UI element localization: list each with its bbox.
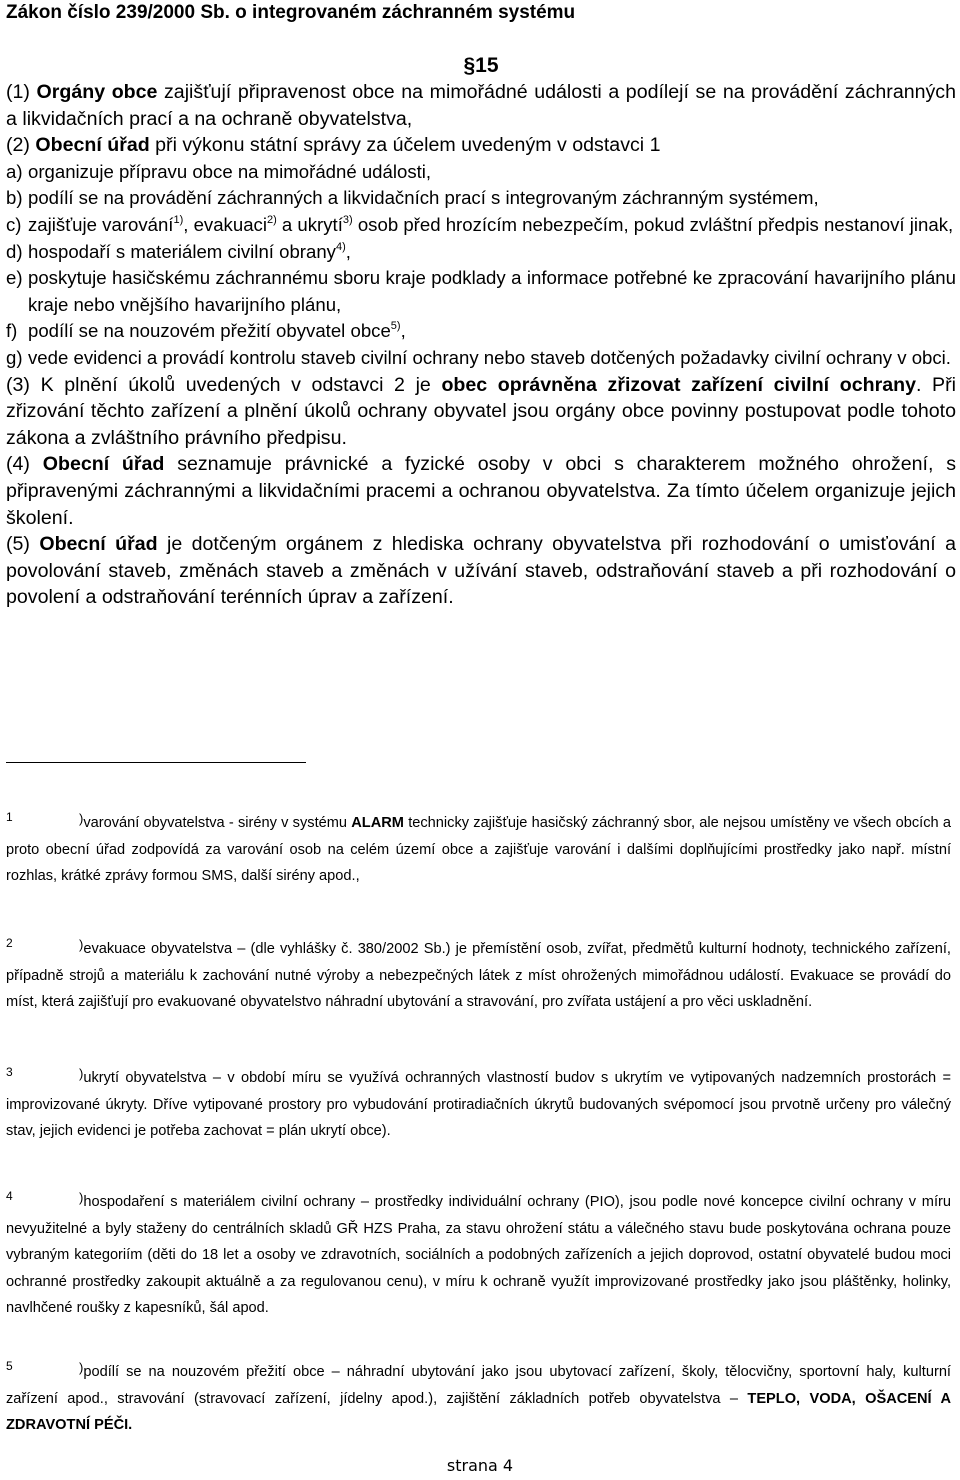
footnote-2: 2 )evakuace obyvatelstva – (dle vyhlášky č. 380/2002 Sb.) je přemístění osob, zvířat, předmětů kulturní hodnoty, technického zařízení, případně strojů a materiálu k zachování nutné výroby a nebezpečných látek z míst ohrožených mimořádnou událostí. Evakuace se provádí do míst, která zajišťují pro evakuované obyvatelstvo náhradní ubytování a stravování, pro zvířata ustájení a pro věci uskladnění. [6,936,951,1011]
list-item-e: e) poskytuje hasičskému záchrannému sboru kraje podklady a informace potřebné ke zpracování havarijního plánu kraje nebo vnějšího havarijního plánu, [6,267,956,315]
list-item-b: b) podílí se na provádění záchranných a likvidačních prací s integrovaným záchranným systémem, [6,187,819,209]
paragraph-3: (3) K plnění úkolů uvedených v odstavci 2 je obec oprávněna zřizovat zařízení civilní ochrany. Při zřizování těchto zařízení a plnění úkolů ochrany obyvatel jsou orgány obce povinny postupovat podle tohoto zákona a zvláštního právního předpisu. [6,373,956,449]
list-item-c: c) zajišťuje varování$^{1)}$, evakuaci$^{2)}$ a ukrytí$^{3)}$ osob před hrozícím nebezpečím, pokud zvláštní předpis nestanoví jinak, [6,213,954,235]
paragraph-5: (5) Obecní úřad je dotčeným orgánem z hlediska ochrany obyvatelstva při rozhodování o umisťování a povolování staveb, změnách staveb a změnách v užívání staveb, odstraňování staveb a při rozhodování o povolení a odstraňování terénních úprav a zařízení. [6,533,956,609]
footnote-ref-4: 4) [335,240,346,253]
page-number: strana 4 [446,1456,514,1475]
list-item-g: g) vede evidenci a provádí kontrolu staveb civilní ochrany nebo staveb dotčených požadavky civilní ochrany v obci. [6,346,951,368]
law-text [6,79,956,611]
paragraph-4-subject: Obecní úřad [42,453,165,476]
paragraph-2: (2) Obecní úřad při výkonu státní správy za účelem uvedeným v odstavci 1 [6,134,661,157]
footnote-ref-5: 5) [390,320,401,333]
paragraph-5-subject: Obecní úřad [39,533,158,556]
footnote-5: 5 )podílí se na nouzovém přežití obce – náhradní ubytování jako jsou ubytovací zařízení, školy, tělocvičny, sportovní haly, kulturní zařízení apod., stravování (stravovací zařízení, jídelny apod.), zajištění základních potřeb obyvatelstva – TEPLO, VODA, OŠACENÍ A ZDRAVOTNÍ PÉČI. [6,1359,951,1434]
paragraph-1: (1) Orgány obce zajišťují připravenost obce na mimořádné události a podílejí se na provádění záchranných a likvidačních prací a na ochraně obyvatelstva, [6,81,957,130]
footnote-ref-1: 1) [173,213,184,226]
footnote-ref-2: 2) [266,213,277,226]
footnote-1: 1 )varování obyvatelstva - sirény v systému ALARM technicky zajišťuje hasičský záchranný sbor, ale nejsou umístěny ve všech obcích a proto obecní úřad zodpovídá za varování osob na celém území obce a zajišťuje varování i dalšími doplňujícími prostředky jako např. místní rozhlas, krátké zprávy formou SMS, další sirény apod., [6,810,952,885]
list-item-d: d) hospodaří s materiálem civilní obrany$^{4)}$, [6,240,351,262]
list-item-a: a) organizuje přípravu obce na mimořádné události, [6,160,432,182]
paragraph-3-emphasis: obec oprávněna zřizovat zařízení civilní ochrany [441,373,916,396]
document-title: Zákon číslo 239/2000 Sb. o integrovaném záchranném systému [6,2,576,23]
paragraph-1-subject: Orgány obce [36,81,158,103]
paragraph-4: (4) Obecní úřad seznamuje právnické a fyzické osoby v obci s charakterem možného ohrožení, s připravenými záchrannými a likvidačními pracemi a ochranou obyvatelstva. Za tímto účelem organizuje jejich školení. [6,453,957,529]
footnote-3: 3 )ukrytí obyvatelstva – v období míru se využívá ochranných vlastností budov s ukrytím ve vytipovaných nadzemních prostorách = improvizované úkryty. Dříve vytipované prostory pro vybudování protiradiačních úkrytů budovaných svépomocí jsou prvotně určeny pro válečný stav, jejich evidenci je potřeba zachovat = plán ukrytí obce). [6,1065,951,1140]
footnote-4: 4 )hospodaření s materiálem civilní ochrany – prostředky individuální ochrany (PIO), jsou podle nové koncepce civilní ochrany v míru nevyužitelné a byly staženy do centrálních skladů GŘ HZS Praha, za stavu ohrožení státu a válečného stavu bude poskytována ochrana pouze vybraným kategoriím (děti do 18 let a osoby ve zdravotních, sociálních a podobných zařízeních a jejich doprovod, ostatní obyvatelé budou moci ochranné prostředky zakoupit aktuálně a za regulovanou cenu), v míru k ochraně využít improvizované prostředky jako jsou pláštěnky, holinky, navlhčené roušky z kapesníků, šál apod. [6,1189,951,1317]
section-heading: §15 [463,54,499,77]
footnote-separator [6,762,306,763]
list-item-f: f) podílí se na nouzovém přežití obyvatel obce$^{5)}$, [6,320,406,342]
paragraph-2-subject: Obecní úřad [35,134,150,157]
footnote-ref-3: 3) [342,213,353,226]
